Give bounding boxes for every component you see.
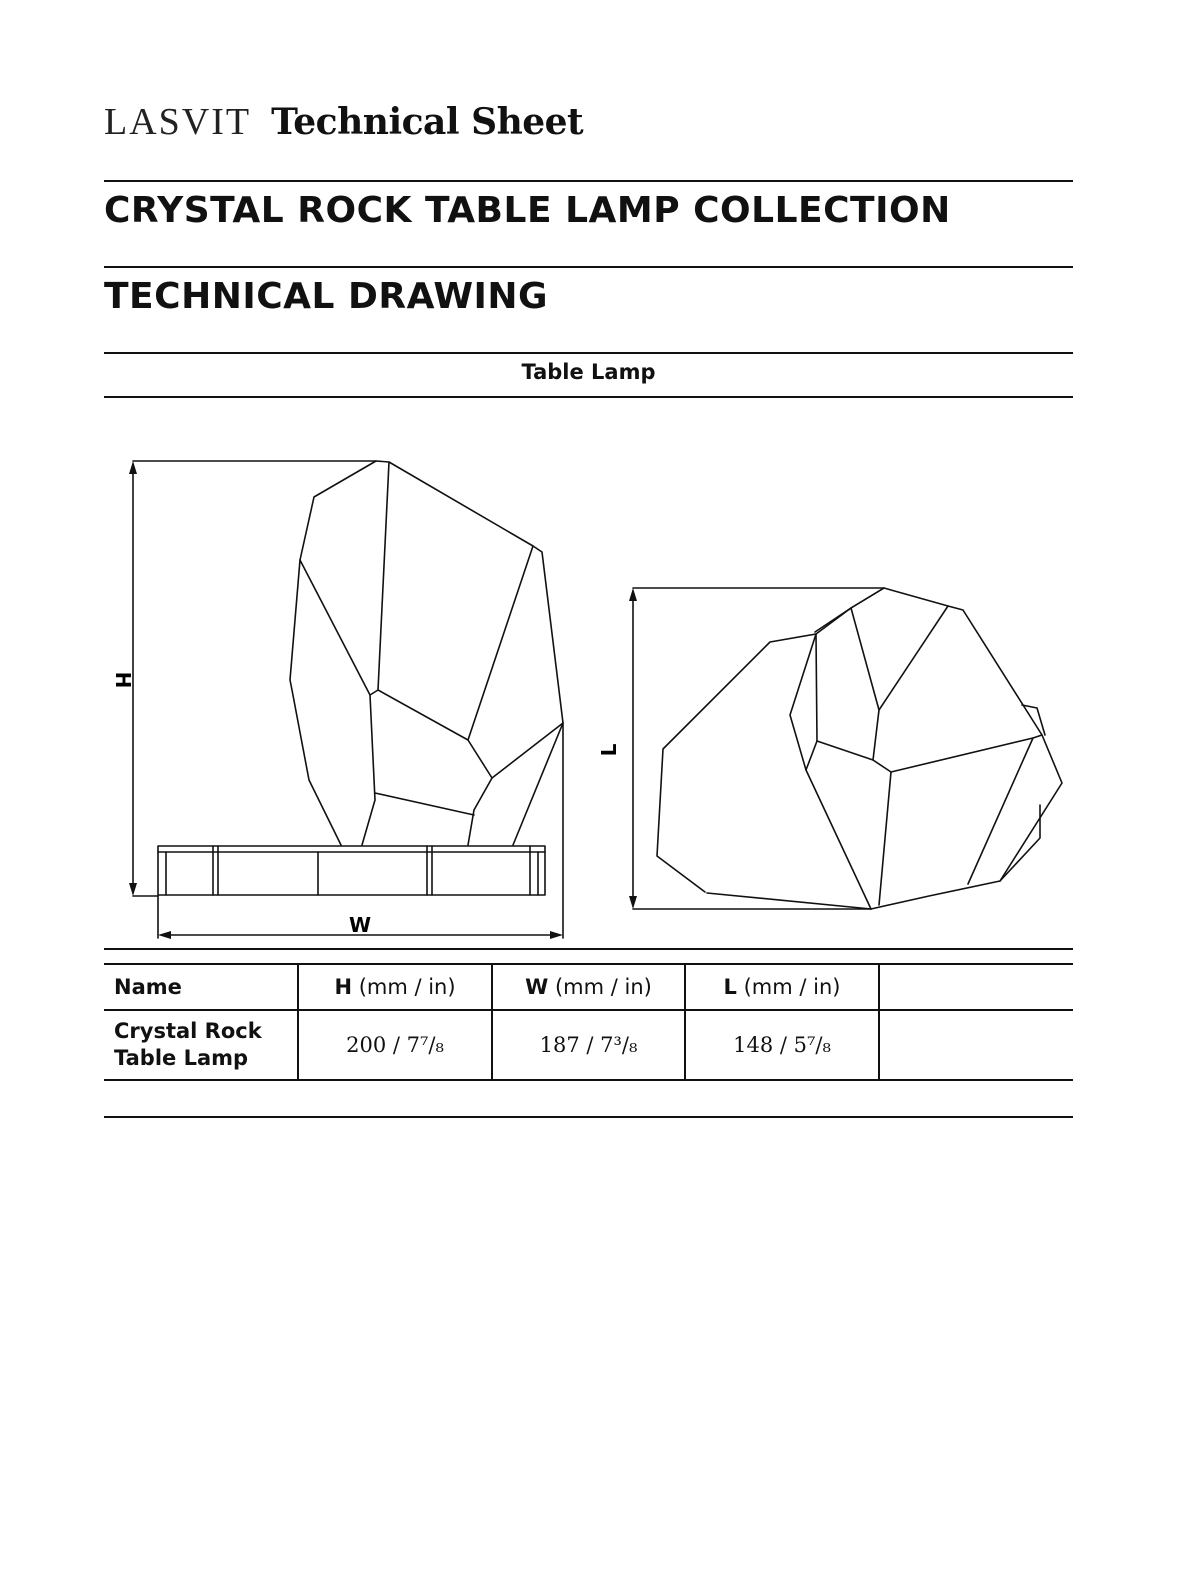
cell-width: 187 / 7³/₈	[492, 1010, 685, 1080]
arrowhead	[629, 588, 637, 601]
arrowhead	[629, 896, 637, 909]
width-label: W	[348, 913, 372, 937]
length-label: L	[597, 743, 621, 757]
header-name: Name	[104, 964, 298, 1010]
drawing-subtitle: Table Lamp	[521, 360, 656, 384]
brand-logo: LASVIT	[104, 101, 252, 143]
front-view-rock	[290, 461, 563, 845]
front-view-base	[158, 846, 545, 895]
divider	[104, 396, 1073, 398]
header-empty	[879, 964, 1073, 1010]
sheet-header	[104, 100, 583, 150]
divider	[104, 948, 1073, 950]
divider	[104, 1116, 1073, 1118]
width-dimension	[158, 723, 563, 938]
length-dimension	[633, 588, 884, 909]
divider	[104, 352, 1073, 354]
cell-length: 148 / 5⁷/₈	[685, 1010, 879, 1080]
arrowhead	[158, 931, 171, 939]
cell-empty	[879, 1010, 1073, 1080]
sheet-title: Technical Sheet	[271, 101, 584, 143]
table-row	[104, 1010, 1073, 1080]
cell-name: Crystal Rock Table Lamp	[104, 1010, 298, 1080]
cell-height: 200 / 7⁷/₈	[298, 1010, 492, 1080]
height-dimension	[133, 461, 376, 896]
arrowhead	[550, 931, 563, 939]
arrowhead	[129, 461, 137, 474]
top-view-rock	[657, 588, 1062, 909]
collection-title: CRYSTAL ROCK TABLE LAMP COLLECTION	[104, 190, 951, 231]
header-width: W (mm / in)	[492, 964, 685, 1010]
section-title: TECHNICAL DRAWING	[104, 276, 549, 317]
technical-drawing	[0, 440, 1182, 950]
height-label: H	[111, 671, 135, 689]
divider	[104, 180, 1073, 182]
dimensions-table	[104, 963, 1073, 1081]
arrowhead	[129, 883, 137, 896]
divider	[104, 266, 1073, 268]
header-height: H (mm / in)	[298, 964, 492, 1010]
table-header-row	[104, 964, 1073, 1010]
header-length: L (mm / in)	[685, 964, 879, 1010]
